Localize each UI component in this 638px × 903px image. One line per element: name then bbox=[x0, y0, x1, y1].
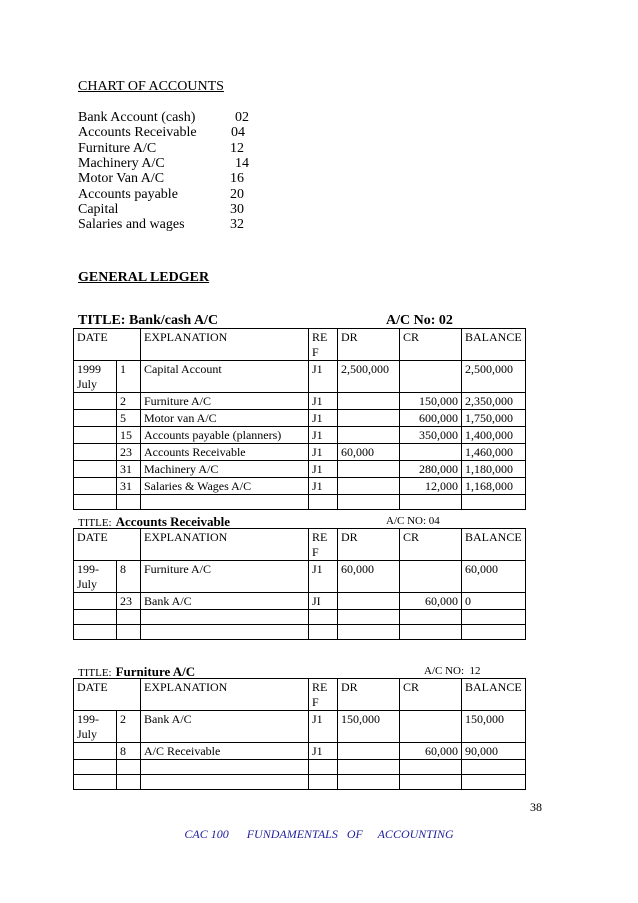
ref-cell: J1 bbox=[309, 743, 338, 760]
date-cell bbox=[74, 610, 117, 625]
explanation-cell: A/C Receivable bbox=[141, 743, 309, 760]
ledger-furniture-title: Furniture A/C bbox=[115, 664, 196, 679]
ref-cell: J1 bbox=[309, 711, 338, 743]
explanation-cell: Machinery A/C bbox=[141, 461, 309, 478]
dr-cell bbox=[338, 775, 400, 790]
dr-cell bbox=[338, 461, 400, 478]
ledger-bank-title: TITLE: Bank/cash A/C bbox=[78, 313, 219, 328]
ledger-header-dr: DR bbox=[338, 529, 400, 561]
ref-cell bbox=[309, 495, 338, 510]
balance-cell: 60,000 bbox=[462, 561, 526, 593]
ledger-header-ref: RE F bbox=[309, 329, 338, 361]
ledger-row bbox=[74, 760, 526, 775]
date-cell bbox=[74, 478, 117, 495]
cr-cell bbox=[400, 444, 462, 461]
balance-cell bbox=[462, 775, 526, 790]
ledger-bank-table bbox=[73, 328, 526, 510]
day-cell: 31 bbox=[117, 461, 141, 478]
ledger-header-row bbox=[74, 529, 526, 561]
dr-cell bbox=[338, 625, 400, 640]
ledger-header-balance: BALANCE bbox=[462, 529, 526, 561]
ledger-header-dr: DR bbox=[338, 329, 400, 361]
ledger-header-ref: RE F bbox=[309, 529, 338, 561]
cr-cell bbox=[400, 775, 462, 790]
balance-cell: 2,350,000 bbox=[462, 393, 526, 410]
ref-cell: J1 bbox=[309, 478, 338, 495]
page-number: 38 bbox=[530, 800, 542, 814]
ledger-header-cr: CR bbox=[400, 529, 462, 561]
explanation-cell: Bank A/C bbox=[141, 593, 309, 610]
cr-cell: 60,000 bbox=[400, 743, 462, 760]
ledger-row bbox=[74, 361, 526, 393]
ledger-furniture-acno: A/C NO: 12 bbox=[424, 665, 481, 677]
date-cell bbox=[74, 760, 117, 775]
ledger-header-balance: BALANCE bbox=[462, 329, 526, 361]
ledger-header-balance: BALANCE bbox=[462, 679, 526, 711]
ledger-row bbox=[74, 410, 526, 427]
day-cell: 5 bbox=[117, 410, 141, 427]
cr-cell bbox=[400, 760, 462, 775]
chart-of-accounts-title: CHART OF ACCOUNTS bbox=[78, 79, 224, 94]
day-cell bbox=[117, 495, 141, 510]
ledger-header-row bbox=[74, 329, 526, 361]
account-name: Accounts Receivable bbox=[78, 125, 197, 141]
ref-cell: J1 bbox=[309, 410, 338, 427]
dr-cell: 150,000 bbox=[338, 711, 400, 743]
ledger-row bbox=[74, 495, 526, 510]
ledger-header-dr: DR bbox=[338, 679, 400, 711]
ledger-receivable-title: Accounts Receivable bbox=[115, 514, 231, 529]
ref-cell: J1 bbox=[309, 444, 338, 461]
cr-cell: 150,000 bbox=[400, 393, 462, 410]
ref-cell: J1 bbox=[309, 561, 338, 593]
cr-cell: 350,000 bbox=[400, 427, 462, 444]
cr-cell: 60,000 bbox=[400, 593, 462, 610]
ref-cell bbox=[309, 625, 338, 640]
cr-cell bbox=[400, 361, 462, 393]
dr-cell bbox=[338, 393, 400, 410]
ledger-row bbox=[74, 478, 526, 495]
cr-cell bbox=[400, 625, 462, 640]
explanation-cell: Capital Account bbox=[141, 361, 309, 393]
explanation-cell bbox=[141, 775, 309, 790]
cr-cell bbox=[400, 711, 462, 743]
cr-cell bbox=[400, 561, 462, 593]
date-cell bbox=[74, 775, 117, 790]
account-code: 12 bbox=[230, 140, 244, 156]
balance-cell: 1,180,000 bbox=[462, 461, 526, 478]
date-cell bbox=[74, 593, 117, 610]
account-name: Furniture A/C bbox=[78, 140, 157, 156]
balance-cell bbox=[462, 495, 526, 510]
ledger-receivable-acno: A/C NO: 04 bbox=[386, 515, 440, 527]
dr-cell: 60,000 bbox=[338, 561, 400, 593]
ledger-header-explanation: EXPLANATION bbox=[141, 679, 309, 711]
date-cell bbox=[74, 743, 117, 760]
balance-cell: 1,460,000 bbox=[462, 444, 526, 461]
ledger-row bbox=[74, 711, 526, 743]
ref-cell bbox=[309, 775, 338, 790]
day-cell: 8 bbox=[117, 743, 141, 760]
explanation-cell: Motor van A/C bbox=[141, 410, 309, 427]
ledger-header-cr: CR bbox=[400, 679, 462, 711]
ledger-header-date: DATE bbox=[74, 529, 141, 561]
cr-cell: 12,000 bbox=[400, 478, 462, 495]
ref-cell bbox=[309, 610, 338, 625]
date-cell: 199- July bbox=[74, 561, 117, 593]
ledger-row bbox=[74, 610, 526, 625]
account-name: Bank Account (cash) bbox=[78, 110, 196, 125]
date-cell bbox=[74, 495, 117, 510]
account-code: 20 bbox=[230, 186, 244, 202]
ledger-header-explanation: EXPLANATION bbox=[141, 329, 309, 361]
dr-cell: 2,500,000 bbox=[338, 361, 400, 393]
ledger-header-ref: RE F bbox=[309, 679, 338, 711]
balance-cell: 150,000 bbox=[462, 711, 526, 743]
day-cell: 8 bbox=[117, 561, 141, 593]
dr-cell bbox=[338, 743, 400, 760]
date-cell bbox=[74, 410, 117, 427]
ledger-row bbox=[74, 743, 526, 760]
explanation-cell: Furniture A/C bbox=[141, 393, 309, 410]
ref-cell: J1 bbox=[309, 427, 338, 444]
explanation-cell: Accounts Receivable bbox=[141, 444, 309, 461]
day-cell bbox=[117, 610, 141, 625]
balance-cell: 90,000 bbox=[462, 743, 526, 760]
account-code: 16 bbox=[230, 171, 244, 187]
day-cell bbox=[117, 625, 141, 640]
dr-cell bbox=[338, 610, 400, 625]
date-cell bbox=[74, 444, 117, 461]
ledger-row bbox=[74, 461, 526, 478]
cr-cell: 280,000 bbox=[400, 461, 462, 478]
date-cell bbox=[74, 393, 117, 410]
ledger-header-date: DATE bbox=[74, 679, 141, 711]
explanation-cell bbox=[141, 495, 309, 510]
balance-cell bbox=[462, 610, 526, 625]
account-name: Machinery A/C bbox=[78, 155, 165, 171]
explanation-cell: Salaries & Wages A/C bbox=[141, 478, 309, 495]
ledger-header-date: DATE bbox=[74, 329, 141, 361]
ledger-receivable-table bbox=[73, 528, 526, 640]
day-cell bbox=[117, 760, 141, 775]
ledger-header-explanation: EXPLANATION bbox=[141, 529, 309, 561]
dr-cell bbox=[338, 593, 400, 610]
ledger-row bbox=[74, 393, 526, 410]
ledger-header-cr: CR bbox=[400, 329, 462, 361]
balance-cell: 0 bbox=[462, 593, 526, 610]
dr-cell bbox=[338, 495, 400, 510]
day-cell: 15 bbox=[117, 427, 141, 444]
ref-cell bbox=[309, 760, 338, 775]
explanation-cell: Bank A/C bbox=[141, 711, 309, 743]
date-cell: 1999 July bbox=[74, 361, 117, 393]
account-name: Salaries and wages bbox=[78, 217, 185, 233]
ref-cell: J1 bbox=[309, 361, 338, 393]
cr-cell bbox=[400, 495, 462, 510]
day-cell bbox=[117, 775, 141, 790]
footer-text: CAC 100 FUNDAMENTALS OF ACCOUNTING bbox=[184, 827, 454, 841]
ref-cell: JI bbox=[309, 593, 338, 610]
explanation-cell: Furniture A/C bbox=[141, 561, 309, 593]
general-ledger-title: GENERAL LEDGER bbox=[78, 270, 210, 285]
ledger-furniture-table bbox=[73, 678, 526, 790]
account-code: 14 bbox=[235, 155, 249, 171]
explanation-cell bbox=[141, 610, 309, 625]
day-cell: 2 bbox=[117, 393, 141, 410]
account-name: Capital bbox=[78, 201, 119, 217]
account-code: 30 bbox=[230, 201, 244, 217]
ledger-row bbox=[74, 625, 526, 640]
ref-cell: J1 bbox=[309, 461, 338, 478]
cr-cell: 600,000 bbox=[400, 410, 462, 427]
account-code: 32 bbox=[230, 217, 244, 233]
dr-cell bbox=[338, 760, 400, 775]
day-cell: 2 bbox=[117, 711, 141, 743]
ledger-furniture-title-prefix: TITLE: bbox=[78, 667, 112, 679]
date-cell bbox=[74, 625, 117, 640]
ref-cell: J1 bbox=[309, 393, 338, 410]
ledger-row bbox=[74, 444, 526, 461]
ledger-bank-acno: A/C No: 02 bbox=[386, 313, 453, 328]
account-code: 04 bbox=[231, 125, 245, 141]
account-name: Accounts payable bbox=[78, 186, 178, 202]
ledger-row bbox=[74, 593, 526, 610]
date-cell bbox=[74, 427, 117, 444]
dr-cell bbox=[338, 410, 400, 427]
ledger-row bbox=[74, 427, 526, 444]
explanation-cell bbox=[141, 625, 309, 640]
explanation-cell: Accounts payable (planners) bbox=[141, 427, 309, 444]
account-name: Motor Van A/C bbox=[78, 171, 165, 187]
date-cell: 199- July bbox=[74, 711, 117, 743]
balance-cell bbox=[462, 760, 526, 775]
ledger-row bbox=[74, 775, 526, 790]
balance-cell: 1,400,000 bbox=[462, 427, 526, 444]
balance-cell: 2,500,000 bbox=[462, 361, 526, 393]
ledger-header-row bbox=[74, 679, 526, 711]
day-cell: 23 bbox=[117, 593, 141, 610]
day-cell: 23 bbox=[117, 444, 141, 461]
account-code: 02 bbox=[235, 110, 249, 125]
dr-cell bbox=[338, 478, 400, 495]
day-cell: 31 bbox=[117, 478, 141, 495]
ledger-row bbox=[74, 561, 526, 593]
dr-cell bbox=[338, 427, 400, 444]
day-cell: 1 bbox=[117, 361, 141, 393]
ledger-receivable-title-prefix: TITLE: bbox=[78, 517, 112, 529]
dr-cell: 60,000 bbox=[338, 444, 400, 461]
cr-cell bbox=[400, 610, 462, 625]
balance-cell bbox=[462, 625, 526, 640]
balance-cell: 1,750,000 bbox=[462, 410, 526, 427]
balance-cell: 1,168,000 bbox=[462, 478, 526, 495]
date-cell bbox=[74, 461, 117, 478]
explanation-cell bbox=[141, 760, 309, 775]
